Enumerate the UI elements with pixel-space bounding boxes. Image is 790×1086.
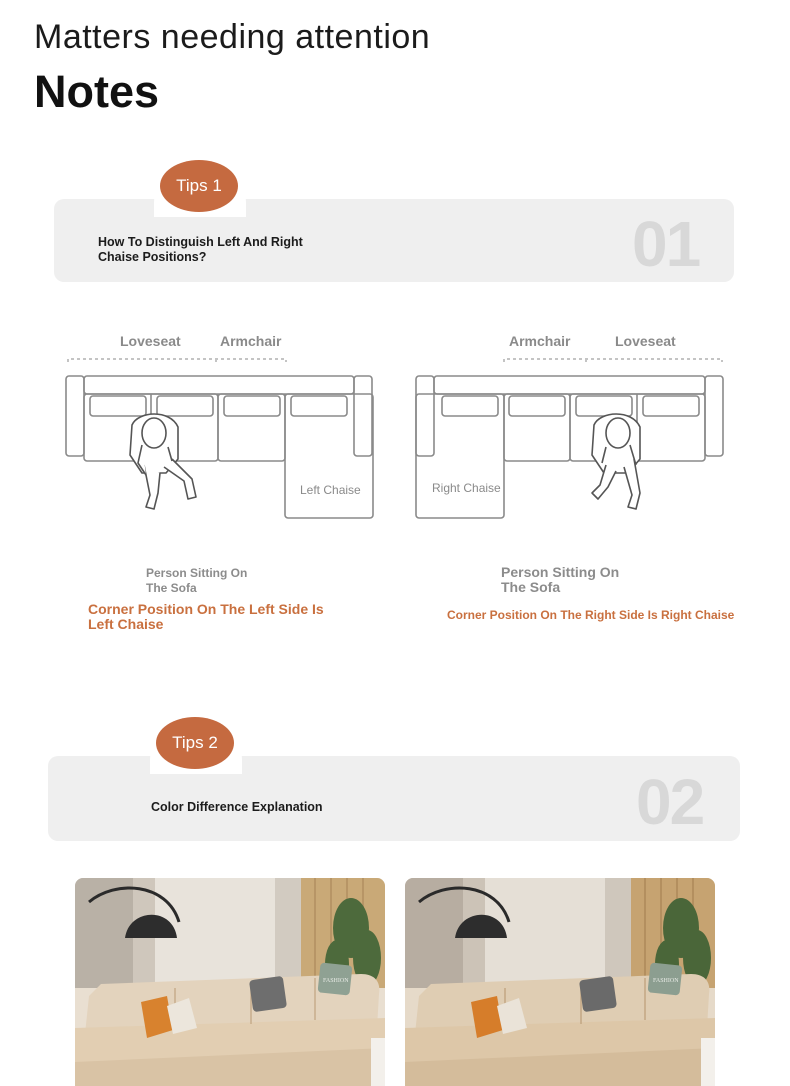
diagram-note-line: Person Sitting On xyxy=(501,564,620,580)
right-chaise-sofa-diagram xyxy=(410,355,730,525)
diagram-chaise-label: Right Chaise xyxy=(432,481,501,495)
tip-question xyxy=(98,235,303,265)
diagram-note xyxy=(146,566,247,596)
tip-number: 01 xyxy=(632,208,700,280)
tip-badge-notch xyxy=(150,714,242,774)
left-chaise-sofa-diagram xyxy=(60,355,380,525)
diagram-note-line: The Sofa xyxy=(146,581,197,595)
diagram-result-line: Left Chaise xyxy=(88,616,164,632)
diagram-chaise-label: Left Chaise xyxy=(300,483,361,497)
tip-badge-notch xyxy=(154,157,246,217)
tip-question-line: Chaise Positions? xyxy=(98,250,207,264)
sofa-photo-1 xyxy=(75,878,385,1086)
tip-question-line: How To Distinguish Left And Right xyxy=(98,235,303,249)
diagram-note-line: The Sofa xyxy=(501,579,561,595)
diagram-label-armchair: Armchair xyxy=(509,333,571,349)
diagram-result-line: Corner Position On The Left Side Is xyxy=(88,601,324,617)
diagram-label-armchair: Armchair xyxy=(220,333,282,349)
pillow-text: FASHION xyxy=(323,978,349,984)
tip-badge: Tips 1 xyxy=(160,160,238,212)
pillow-text: FASHION xyxy=(653,978,679,984)
diagram-label-loveseat: Loveseat xyxy=(615,333,676,349)
diagram-note xyxy=(501,565,619,595)
section-subtitle: Matters needing attention xyxy=(34,18,431,56)
tip-question xyxy=(151,800,323,815)
tip-number: 02 xyxy=(636,766,704,838)
diagram-result xyxy=(88,602,324,632)
diagram-note-line: Person Sitting On xyxy=(146,566,248,580)
diagram-result xyxy=(447,608,734,623)
sofa-photo-2 xyxy=(405,878,715,1086)
tip-question-line: Color Difference Explanation xyxy=(151,800,323,814)
diagram-label-loveseat: Loveseat xyxy=(120,333,181,349)
section-title: Notes xyxy=(34,66,160,117)
tip-badge: Tips 2 xyxy=(156,717,234,769)
diagram-result-line: Corner Position On The Right Side Is Right Chaise xyxy=(447,608,735,622)
